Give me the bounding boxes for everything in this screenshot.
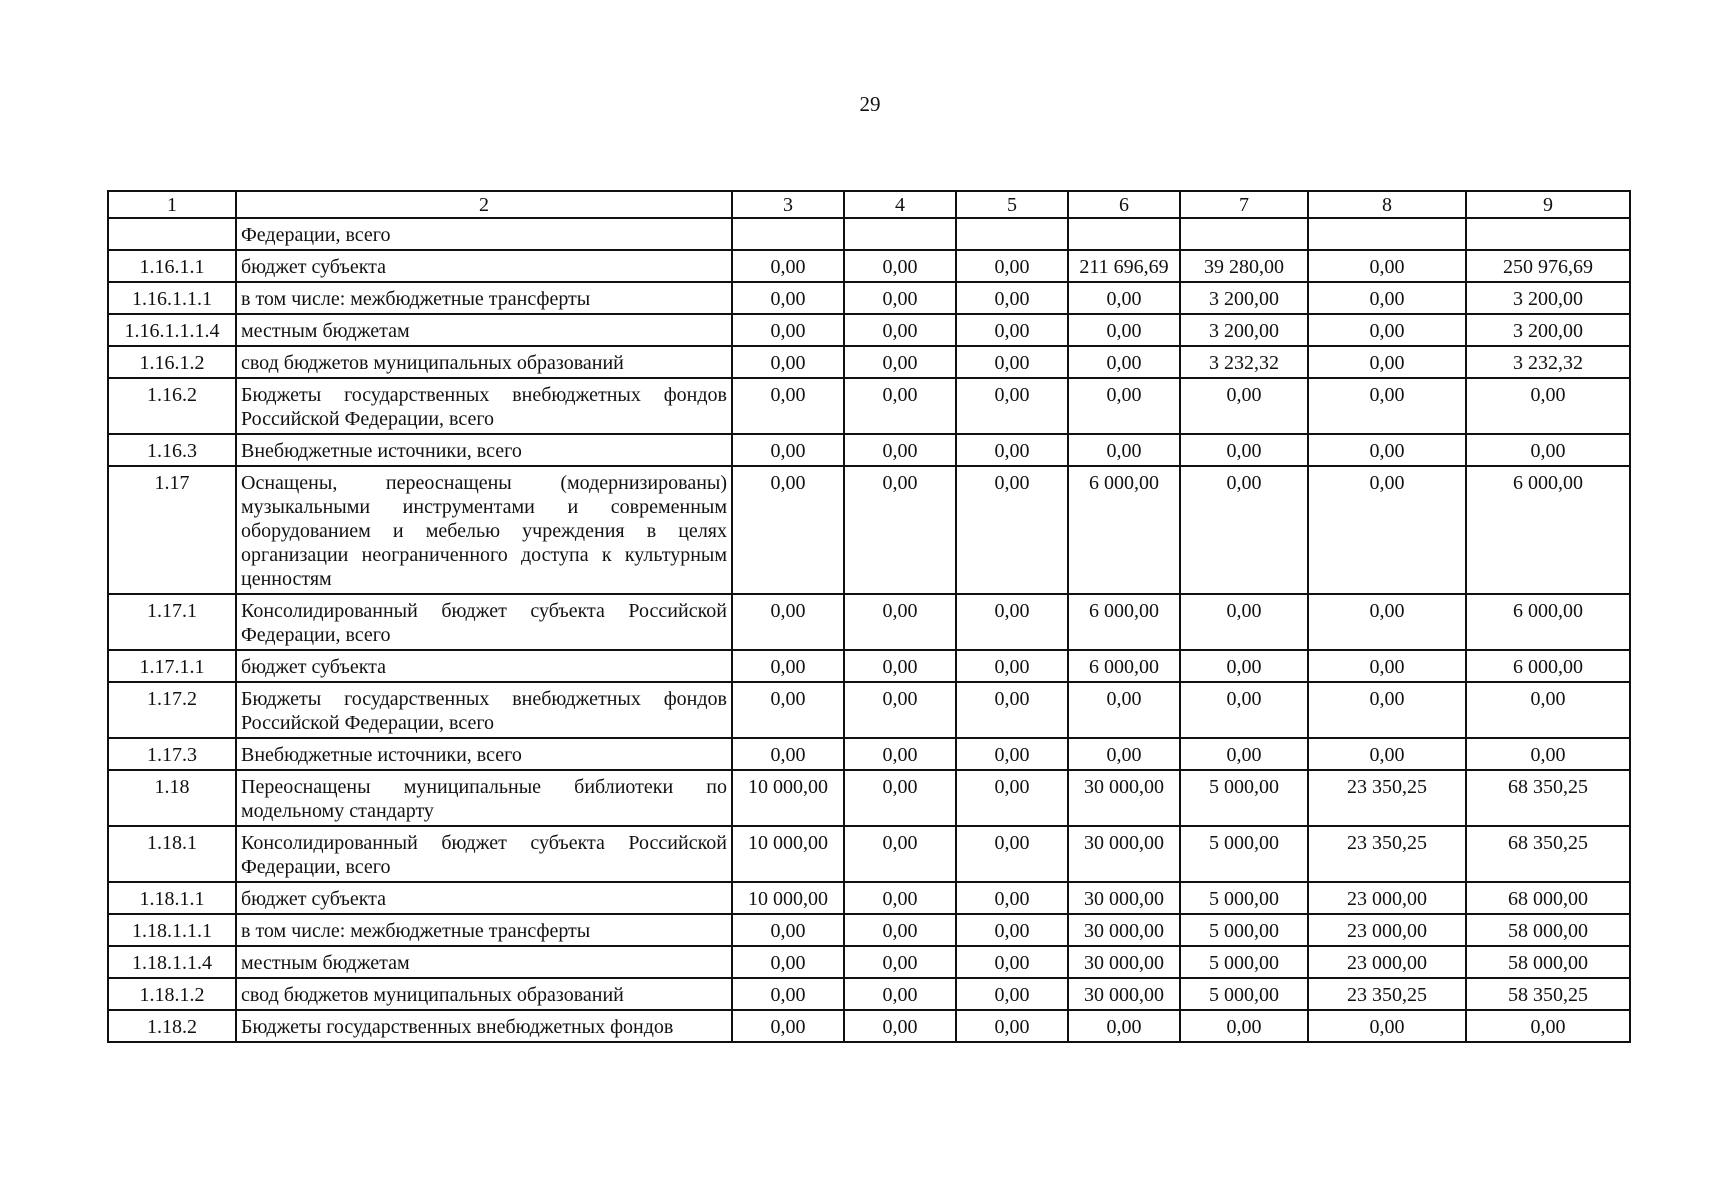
value-col-5: 0,00 <box>956 738 1068 770</box>
value-col-8 <box>1308 218 1466 250</box>
value-col-6: 30 000,00 <box>1068 770 1180 826</box>
value-col-6: 0,00 <box>1068 1010 1180 1042</box>
row-description: Бюджеты государственных внебюджетных фондов <box>236 1010 732 1042</box>
table-row <box>108 346 1630 378</box>
table-row <box>108 826 1630 882</box>
value-col-4: 0,00 <box>844 346 956 378</box>
value-col-5: 0,00 <box>956 594 1068 650</box>
value-col-3: 0,00 <box>732 650 844 682</box>
value-col-7: 3 200,00 <box>1180 314 1308 346</box>
value-col-6: 0,00 <box>1068 378 1180 434</box>
value-col-9: 58 000,00 <box>1466 914 1630 946</box>
row-description: Консолидированный бюджет субъекта Российской Федерации, всего <box>236 826 732 882</box>
value-col-8: 0,00 <box>1308 1010 1466 1042</box>
column-header: 9 <box>1466 191 1630 218</box>
value-col-3: 0,00 <box>732 346 844 378</box>
column-header: 3 <box>732 191 844 218</box>
value-col-8: 23 350,25 <box>1308 978 1466 1010</box>
value-col-7: 5 000,00 <box>1180 914 1308 946</box>
value-col-9: 3 200,00 <box>1466 282 1630 314</box>
value-col-5: 0,00 <box>956 282 1068 314</box>
row-code: 1.18.1 <box>108 826 236 882</box>
page-number: 29 <box>859 92 881 116</box>
value-col-6: 30 000,00 <box>1068 914 1180 946</box>
budget-table <box>107 190 1631 1043</box>
row-description: Федерации, всего <box>236 218 732 250</box>
value-col-8: 0,00 <box>1308 282 1466 314</box>
row-description: бюджет субъекта <box>236 250 732 282</box>
value-col-5: 0,00 <box>956 978 1068 1010</box>
value-col-8: 0,00 <box>1308 250 1466 282</box>
value-col-6: 211 696,69 <box>1068 250 1180 282</box>
row-code: 1.16.3 <box>108 434 236 466</box>
value-col-6: 0,00 <box>1068 738 1180 770</box>
row-code: 1.18.1.1.4 <box>108 946 236 978</box>
table-row <box>108 738 1630 770</box>
value-col-9: 68 350,25 <box>1466 826 1630 882</box>
row-code: 1.16.1.1 <box>108 250 236 282</box>
row-code <box>108 218 236 250</box>
value-col-8: 23 000,00 <box>1308 946 1466 978</box>
value-col-6: 6 000,00 <box>1068 594 1180 650</box>
row-description: Внебюджетные источники, всего <box>236 738 732 770</box>
value-col-7: 0,00 <box>1180 466 1308 594</box>
value-col-3: 0,00 <box>732 1010 844 1042</box>
value-col-8: 0,00 <box>1308 378 1466 434</box>
value-col-3: 0,00 <box>732 378 844 434</box>
column-header: 4 <box>844 191 956 218</box>
column-header: 7 <box>1180 191 1308 218</box>
value-col-5: 0,00 <box>956 682 1068 738</box>
row-description: Бюджеты государственных внебюджетных фондов Российской Федерации, всего <box>236 378 732 434</box>
column-header: 6 <box>1068 191 1180 218</box>
value-col-7: 5 000,00 <box>1180 978 1308 1010</box>
row-code: 1.16.2 <box>108 378 236 434</box>
value-col-8: 23 000,00 <box>1308 914 1466 946</box>
value-col-6: 0,00 <box>1068 434 1180 466</box>
row-description: в том числе: межбюджетные трансферты <box>236 914 732 946</box>
value-col-5: 0,00 <box>956 882 1068 914</box>
value-col-3: 0,00 <box>732 914 844 946</box>
table-row <box>108 594 1630 650</box>
value-col-3: 0,00 <box>732 978 844 1010</box>
value-col-6: 30 000,00 <box>1068 946 1180 978</box>
column-header: 1 <box>108 191 236 218</box>
value-col-6: 0,00 <box>1068 682 1180 738</box>
value-col-4: 0,00 <box>844 314 956 346</box>
value-col-4: 0,00 <box>844 466 956 594</box>
table-row <box>108 434 1630 466</box>
value-col-4: 0,00 <box>844 1010 956 1042</box>
value-col-7: 3 232,32 <box>1180 346 1308 378</box>
value-col-4 <box>844 218 956 250</box>
value-col-3: 10 000,00 <box>732 882 844 914</box>
column-header: 2 <box>236 191 732 218</box>
value-col-7: 5 000,00 <box>1180 770 1308 826</box>
value-col-4: 0,00 <box>844 434 956 466</box>
value-col-7: 0,00 <box>1180 682 1308 738</box>
value-col-9: 0,00 <box>1466 378 1630 434</box>
value-col-7: 0,00 <box>1180 378 1308 434</box>
value-col-9: 58 000,00 <box>1466 946 1630 978</box>
value-col-3: 0,00 <box>732 594 844 650</box>
row-description: бюджет субъекта <box>236 882 732 914</box>
value-col-5: 0,00 <box>956 770 1068 826</box>
row-code: 1.16.1.2 <box>108 346 236 378</box>
value-col-5: 0,00 <box>956 466 1068 594</box>
value-col-3: 0,00 <box>732 946 844 978</box>
row-description: бюджет субъекта <box>236 650 732 682</box>
value-col-6 <box>1068 218 1180 250</box>
row-description: Бюджеты государственных внебюджетных фондов Российской Федерации, всего <box>236 682 732 738</box>
value-col-4: 0,00 <box>844 978 956 1010</box>
row-description: в том числе: межбюджетные трансферты <box>236 282 732 314</box>
value-col-4: 0,00 <box>844 650 956 682</box>
table-row <box>108 978 1630 1010</box>
value-col-6: 30 000,00 <box>1068 978 1180 1010</box>
value-col-8: 23 350,25 <box>1308 826 1466 882</box>
value-col-4: 0,00 <box>844 250 956 282</box>
table-row <box>108 218 1630 250</box>
table-row <box>108 250 1630 282</box>
row-code: 1.17 <box>108 466 236 594</box>
row-code: 1.18.2 <box>108 1010 236 1042</box>
row-description: свод бюджетов муниципальных образований <box>236 978 732 1010</box>
value-col-4: 0,00 <box>844 770 956 826</box>
value-col-7: 5 000,00 <box>1180 826 1308 882</box>
table-row <box>108 770 1630 826</box>
row-code: 1.17.1 <box>108 594 236 650</box>
value-col-4: 0,00 <box>844 914 956 946</box>
value-col-7: 5 000,00 <box>1180 882 1308 914</box>
value-col-9: 3 232,32 <box>1466 346 1630 378</box>
value-col-4: 0,00 <box>844 946 956 978</box>
row-code: 1.17.3 <box>108 738 236 770</box>
value-col-8: 23 000,00 <box>1308 882 1466 914</box>
value-col-9: 0,00 <box>1466 682 1630 738</box>
table-row <box>108 650 1630 682</box>
value-col-5: 0,00 <box>956 914 1068 946</box>
value-col-5: 0,00 <box>956 378 1068 434</box>
row-description: местным бюджетам <box>236 946 732 978</box>
value-col-7: 0,00 <box>1180 434 1308 466</box>
table-row <box>108 914 1630 946</box>
value-col-7: 0,00 <box>1180 594 1308 650</box>
value-col-8: 0,00 <box>1308 682 1466 738</box>
value-col-4: 0,00 <box>844 882 956 914</box>
value-col-4: 0,00 <box>844 282 956 314</box>
row-code: 1.17.1.1 <box>108 650 236 682</box>
value-col-8: 0,00 <box>1308 466 1466 594</box>
value-col-8: 0,00 <box>1308 314 1466 346</box>
value-col-3: 0,00 <box>732 282 844 314</box>
table-row <box>108 882 1630 914</box>
column-header: 8 <box>1308 191 1466 218</box>
column-number-row <box>108 191 1630 218</box>
table-row <box>108 946 1630 978</box>
value-col-5: 0,00 <box>956 826 1068 882</box>
value-col-7: 0,00 <box>1180 1010 1308 1042</box>
value-col-9: 68 000,00 <box>1466 882 1630 914</box>
value-col-3: 0,00 <box>732 250 844 282</box>
row-code: 1.17.2 <box>108 682 236 738</box>
table-row <box>108 466 1630 594</box>
value-col-3: 0,00 <box>732 682 844 738</box>
table-row <box>108 682 1630 738</box>
value-col-9: 68 350,25 <box>1466 770 1630 826</box>
row-code: 1.16.1.1.1 <box>108 282 236 314</box>
row-code: 1.18.1.1.1 <box>108 914 236 946</box>
row-description: свод бюджетов муниципальных образований <box>236 346 732 378</box>
value-col-9: 0,00 <box>1466 1010 1630 1042</box>
value-col-4: 0,00 <box>844 826 956 882</box>
value-col-3: 0,00 <box>732 466 844 594</box>
value-col-5: 0,00 <box>956 946 1068 978</box>
value-col-6: 30 000,00 <box>1068 882 1180 914</box>
value-col-5 <box>956 218 1068 250</box>
value-col-9 <box>1466 218 1630 250</box>
value-col-9: 250 976,69 <box>1466 250 1630 282</box>
value-col-9: 6 000,00 <box>1466 650 1630 682</box>
value-col-7: 5 000,00 <box>1180 946 1308 978</box>
table-row <box>108 1010 1630 1042</box>
value-col-7: 3 200,00 <box>1180 282 1308 314</box>
value-col-3: 0,00 <box>732 434 844 466</box>
row-code: 1.16.1.1.1.4 <box>108 314 236 346</box>
value-col-7: 0,00 <box>1180 650 1308 682</box>
value-col-4: 0,00 <box>844 738 956 770</box>
row-code: 1.18.1.2 <box>108 978 236 1010</box>
value-col-5: 0,00 <box>956 314 1068 346</box>
table-row <box>108 378 1630 434</box>
value-col-8: 23 350,25 <box>1308 770 1466 826</box>
row-code: 1.18 <box>108 770 236 826</box>
value-col-6: 6 000,00 <box>1068 466 1180 594</box>
value-col-5: 0,00 <box>956 346 1068 378</box>
value-col-4: 0,00 <box>844 682 956 738</box>
value-col-8: 0,00 <box>1308 650 1466 682</box>
value-col-6: 6 000,00 <box>1068 650 1180 682</box>
value-col-6: 0,00 <box>1068 282 1180 314</box>
value-col-4: 0,00 <box>844 378 956 434</box>
table-row <box>108 314 1630 346</box>
value-col-9: 0,00 <box>1466 738 1630 770</box>
value-col-9: 3 200,00 <box>1466 314 1630 346</box>
value-col-5: 0,00 <box>956 434 1068 466</box>
row-description: Консолидированный бюджет субъекта Российской Федерации, всего <box>236 594 732 650</box>
table-row <box>108 282 1630 314</box>
table-body <box>108 218 1630 1042</box>
row-description: Оснащены, переоснащены (модернизированы) музыкальными инструментами и современным оборудованием и мебелью учреждения в целях организации неограниченного доступа к культурным ценностям <box>236 466 732 594</box>
value-col-8: 0,00 <box>1308 738 1466 770</box>
value-col-9: 0,00 <box>1466 434 1630 466</box>
value-col-3 <box>732 218 844 250</box>
value-col-5: 0,00 <box>956 650 1068 682</box>
row-description: Внебюджетные источники, всего <box>236 434 732 466</box>
value-col-6: 30 000,00 <box>1068 826 1180 882</box>
value-col-4: 0,00 <box>844 594 956 650</box>
value-col-7 <box>1180 218 1308 250</box>
value-col-8: 0,00 <box>1308 594 1466 650</box>
row-description: Переоснащены муниципальные библиотеки по модельному стандарту <box>236 770 732 826</box>
row-description: местным бюджетам <box>236 314 732 346</box>
value-col-7: 0,00 <box>1180 738 1308 770</box>
value-col-5: 0,00 <box>956 250 1068 282</box>
value-col-9: 6 000,00 <box>1466 466 1630 594</box>
value-col-9: 6 000,00 <box>1466 594 1630 650</box>
value-col-3: 10 000,00 <box>732 826 844 882</box>
value-col-6: 0,00 <box>1068 314 1180 346</box>
value-col-3: 0,00 <box>732 738 844 770</box>
value-col-6: 0,00 <box>1068 346 1180 378</box>
value-col-5: 0,00 <box>956 1010 1068 1042</box>
value-col-8: 0,00 <box>1308 434 1466 466</box>
value-col-9: 58 350,25 <box>1466 978 1630 1010</box>
value-col-3: 10 000,00 <box>732 770 844 826</box>
column-header: 5 <box>956 191 1068 218</box>
value-col-7: 39 280,00 <box>1180 250 1308 282</box>
value-col-3: 0,00 <box>732 314 844 346</box>
row-code: 1.18.1.1 <box>108 882 236 914</box>
value-col-8: 0,00 <box>1308 346 1466 378</box>
